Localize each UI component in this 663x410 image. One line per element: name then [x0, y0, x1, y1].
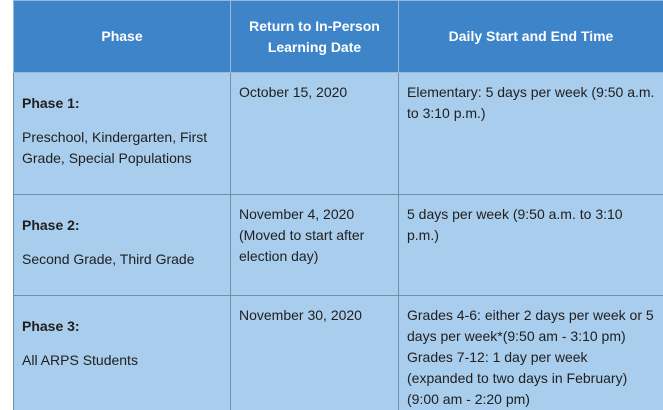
- table-row: [14, 296, 663, 410]
- phase-description: All ARPS Students: [22, 352, 138, 368]
- phase-description: Preschool, Kindergarten, First Grade, Special Populations: [22, 129, 208, 166]
- phase-title: Phase 2:: [22, 217, 80, 233]
- return-date-cell: [231, 73, 399, 195]
- phase-cell: [14, 73, 231, 195]
- return-date-cell: [231, 195, 399, 296]
- phase-cell: [14, 296, 231, 410]
- daily-time-text: Grades 4-6: either 2 days per week or 5 days per week*(9:50 am - 3:10 pm): [407, 307, 654, 344]
- phase-title: Phase 1:: [22, 95, 80, 111]
- table-header-row: [14, 1, 663, 73]
- daily-time-text: 5 days per week (9:50 a.m. to 3:10 p.m.): [407, 206, 623, 243]
- return-date-text: November 4, 2020: [239, 206, 355, 222]
- column-header-daily-time: Daily Start and End Time: [399, 1, 663, 73]
- table-row: [14, 195, 663, 296]
- daily-time-cell: [399, 296, 663, 410]
- daily-time-text: Elementary: 5 days per week (9:50 a.m. to 3:10 p.m.): [407, 84, 655, 121]
- daily-time-cell: [399, 73, 663, 195]
- phase-title: Phase 3:: [22, 318, 80, 334]
- return-date-text: November 30, 2020: [239, 307, 362, 323]
- phase-description: Second Grade, Third Grade: [22, 251, 195, 267]
- daily-time-cell: [399, 195, 663, 296]
- return-date-note: (Moved to start after election day): [239, 227, 365, 264]
- phase-schedule-table: [13, 0, 663, 410]
- column-header-return-date: Return to In-Person Learning Date: [231, 1, 399, 73]
- return-date-cell: [231, 296, 399, 410]
- return-date-text: October 15, 2020: [239, 84, 348, 100]
- column-header-phase: Phase: [14, 1, 231, 73]
- table-row: [14, 73, 663, 195]
- phase-cell: [14, 195, 231, 296]
- daily-time-text: Grades 7-12: 1 day per week (expanded to two days in February) (9:00 am - 2:20 pm): [407, 349, 628, 407]
